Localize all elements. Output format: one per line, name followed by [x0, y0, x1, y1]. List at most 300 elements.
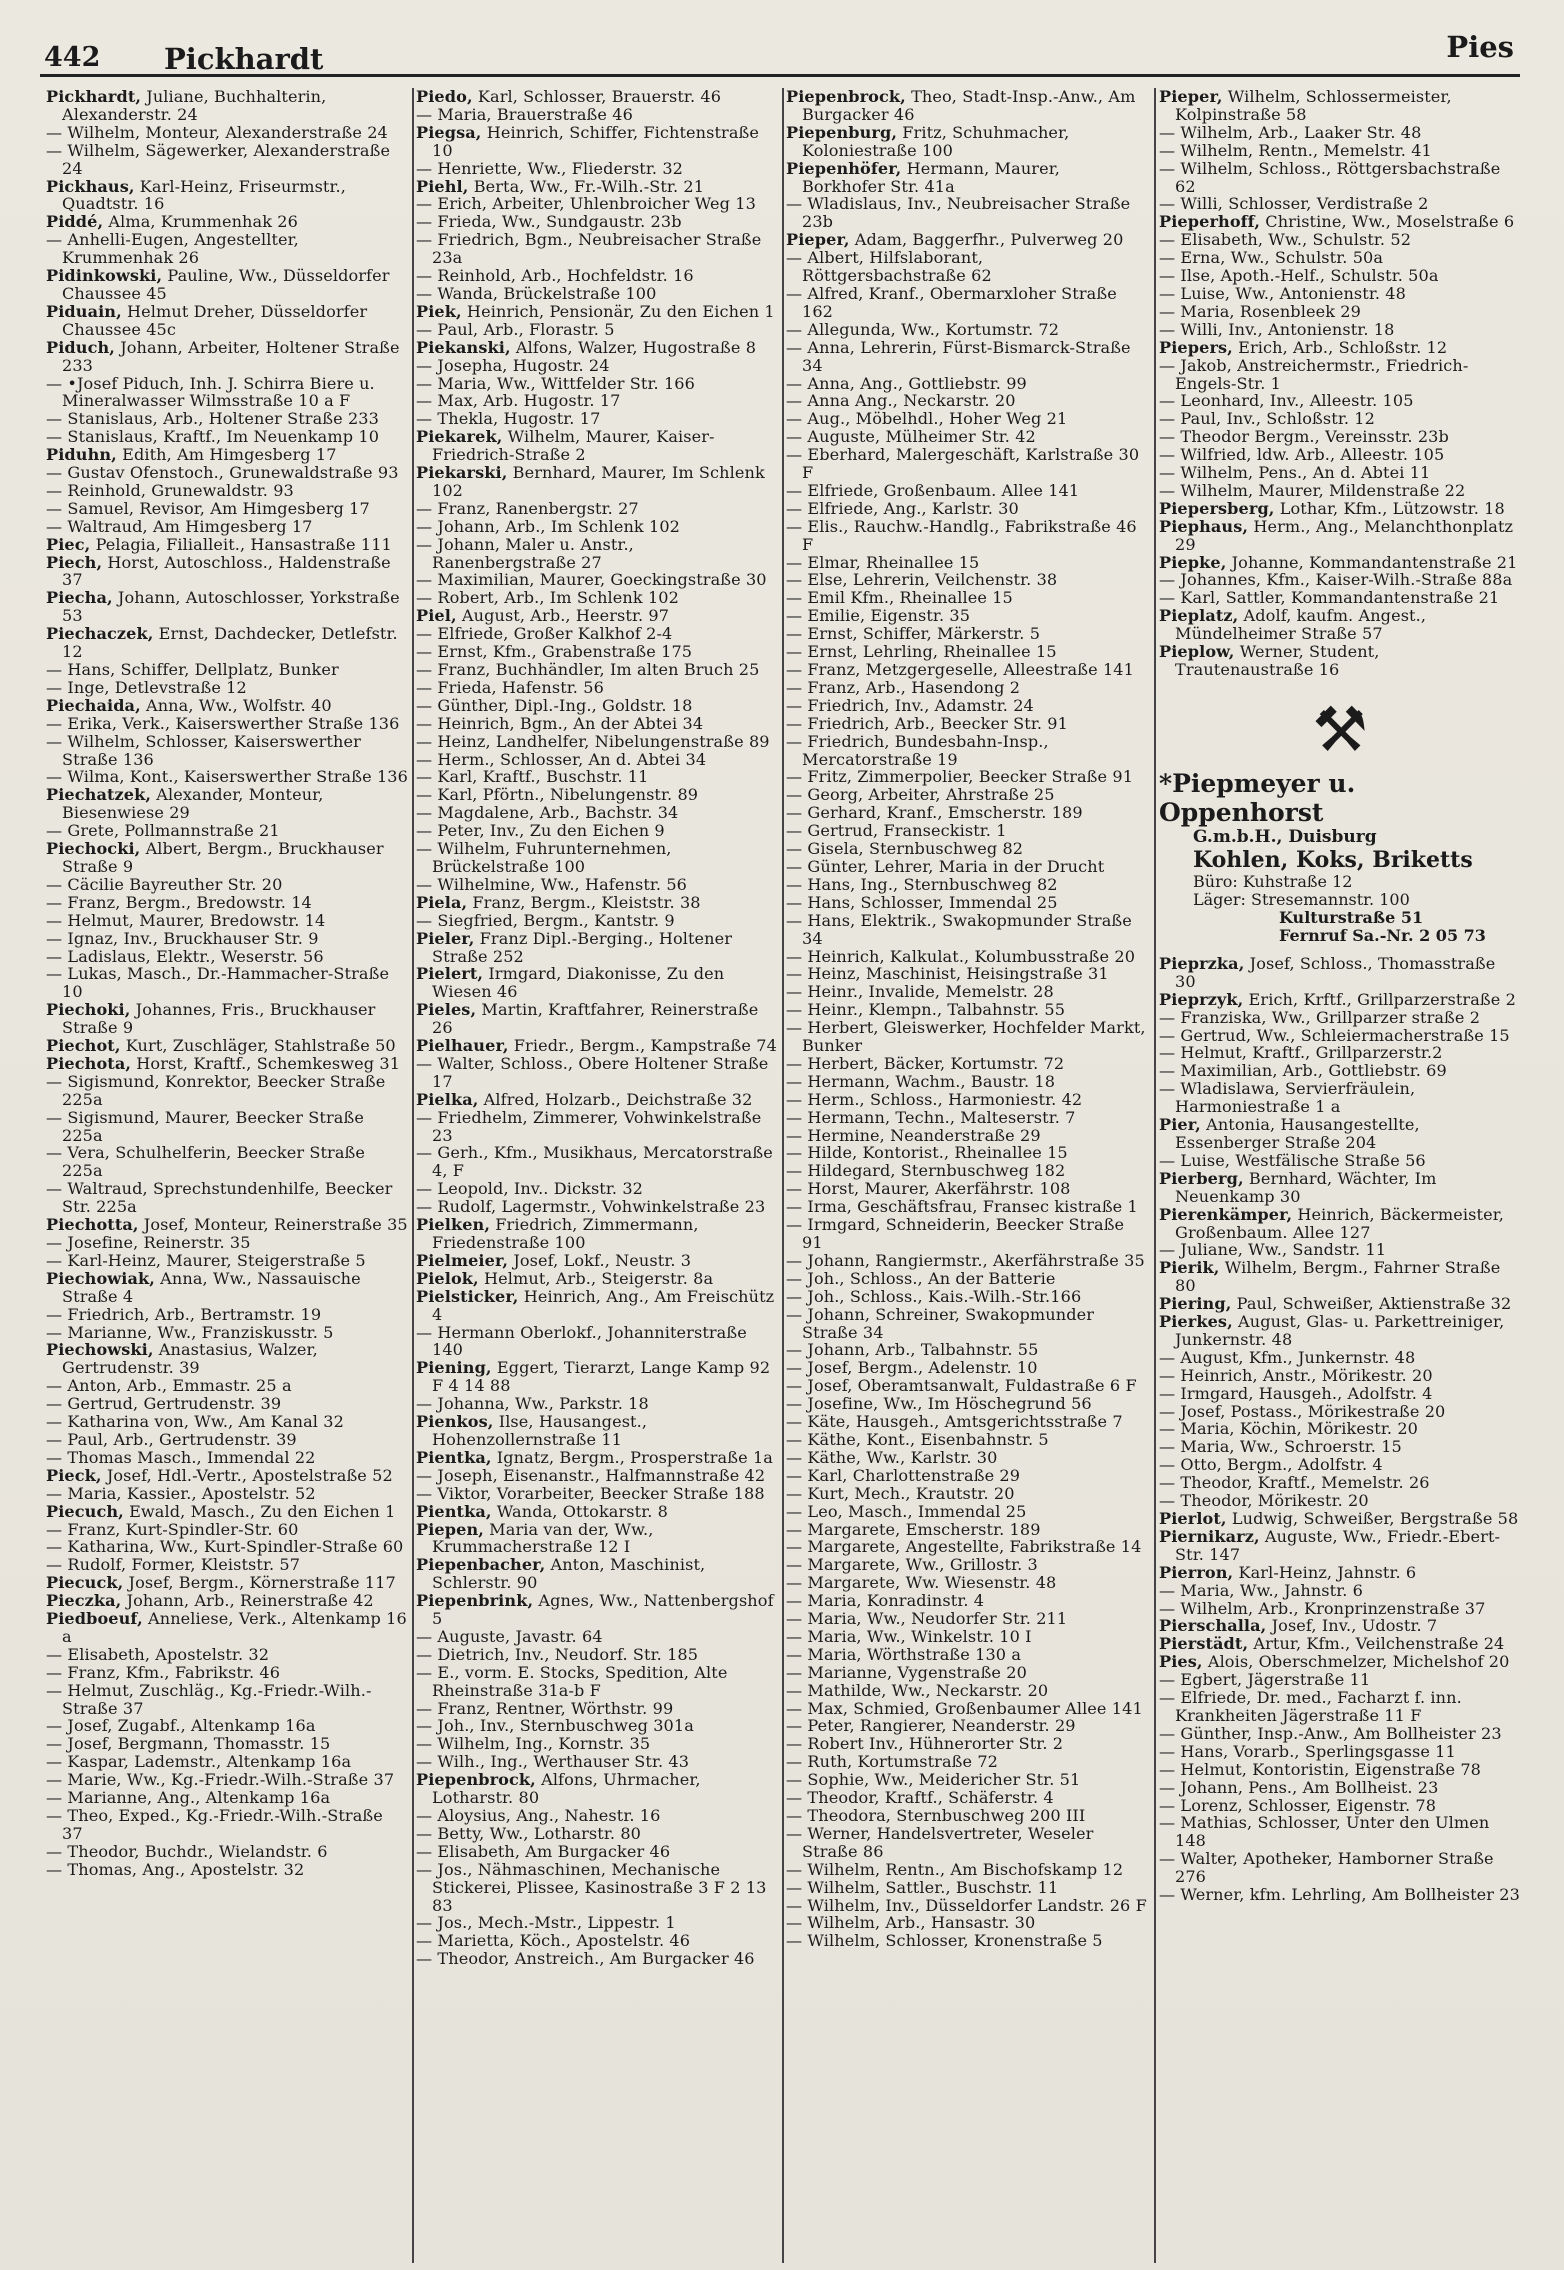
header-last-name: Pies	[1446, 30, 1514, 64]
entry-surname: Piernikarz,	[1159, 1526, 1260, 1546]
directory-entry	[1159, 955, 1521, 991]
entry-details: — Ernst, Kfm., Grabenstraße 175	[416, 642, 693, 662]
entry-details: — Marianne, Ang., Altenkamp 16a	[46, 1788, 331, 1808]
entry-surname: Pientka,	[416, 1501, 492, 1521]
entry-surname: Piering,	[1159, 1294, 1232, 1314]
directory-entry	[786, 589, 1148, 607]
directory-entry	[416, 733, 778, 751]
entry-details: — Hermann Oberlokf., Johanniterstraße 140	[416, 1322, 747, 1360]
entry-details: — Heinr., Klempn., Talbahnstr. 55	[786, 1000, 1066, 1020]
entry-details: — Werner, kfm. Lehrling, Am Bollheister 23	[1159, 1885, 1520, 1905]
entry-surname: Pierkes,	[1159, 1312, 1233, 1332]
entry-details: — Margarete, Ww. Wiesenstr. 48	[786, 1573, 1057, 1593]
directory-entry	[786, 88, 1148, 124]
entry-details: — Wilhelm, Arb., Hansastr. 30	[786, 1913, 1036, 1933]
directory-entry	[416, 894, 778, 912]
entry-details: Josef, Lokf., Neustr. 3	[508, 1250, 692, 1270]
directory-entry	[46, 1431, 408, 1449]
directory-entry	[46, 1485, 408, 1503]
directory-entry	[786, 1270, 1148, 1288]
entry-surname: Pierron,	[1159, 1562, 1234, 1582]
entry-details: — Josef, Oberamtsanwalt, Fuldastraße 6 F	[786, 1376, 1137, 1396]
directory-entry	[416, 1700, 778, 1718]
entry-details: Franz, Bergm., Kleiststr. 38	[467, 892, 701, 912]
entry-details: — Friedhelm, Zimmerer, Vohwinkelstraße 23	[416, 1107, 762, 1145]
directory-entry	[786, 339, 1148, 375]
directory-entry	[46, 1503, 408, 1521]
entry-details: — Peter, Rangierer, Neanderstr. 29	[786, 1716, 1076, 1736]
entry-details: — Hans, Vorarb., Sperlingsgasse 11	[1159, 1741, 1456, 1761]
directory-entry	[1159, 554, 1521, 572]
directory-entry	[46, 1377, 408, 1395]
entry-details: Albert, Bergm., Bruckhauser Straße 9	[62, 839, 384, 876]
directory-entry	[786, 1377, 1148, 1395]
entry-details: — Wilhelm, Arb., Kronprinzenstraße 37	[1159, 1598, 1486, 1618]
directory-entry	[1159, 1761, 1521, 1779]
entry-details: — Alfred, Kranf., Obermarxloher Straße 162	[786, 283, 1117, 321]
entry-details: — Robert, Arb., Im Schlenk 102	[416, 588, 679, 608]
directory-entry	[416, 1628, 778, 1646]
entry-details: — Hermine, Neanderstraße 29	[786, 1125, 1041, 1145]
entry-details: — Waltraud, Am Himgesberg 17	[46, 516, 313, 536]
entry-details: — Gustav Ofenstoch., Grunewaldstraße 93	[46, 463, 399, 483]
directory-entry	[786, 1861, 1148, 1879]
directory-entry	[46, 1270, 408, 1306]
directory-entry	[46, 482, 408, 500]
entry-details: — Franz, Rentner, Wörthstr. 99	[416, 1698, 674, 1718]
directory-entry	[786, 482, 1148, 500]
directory-entry	[46, 1306, 408, 1324]
entry-details: — Lorenz, Schlosser, Eigenstr. 78	[1159, 1795, 1437, 1815]
directory-entry	[46, 840, 408, 876]
entry-details: — Rudolf, Former, Kleiststr. 57	[46, 1555, 301, 1575]
column-4	[1159, 88, 1521, 2258]
entry-surname: Pierlot,	[1159, 1509, 1227, 1528]
entry-details: — Hildegard, Sternbuschweg 182	[786, 1161, 1066, 1181]
directory-entry	[786, 1700, 1148, 1718]
entry-details: — Maximilian, Arb., Gottliebstr. 69	[1159, 1061, 1447, 1081]
directory-entry	[416, 1932, 778, 1950]
entry-details: Wilhelm, Bergm., Fahrner Straße 80	[1175, 1258, 1501, 1296]
entry-surname: Piechota,	[46, 1053, 132, 1073]
entry-details: Johann, Autoschlosser, Yorkstraße 53	[62, 588, 400, 626]
entry-surname: Piekarek,	[416, 427, 503, 447]
directory-entry	[1159, 1170, 1521, 1206]
entry-details: — Käte, Hausgeh., Amtsgerichtsstraße 7	[786, 1412, 1123, 1432]
directory-entry	[1159, 446, 1521, 464]
entry-details: — Herm., Schloss., Harmoniestr. 42	[786, 1089, 1083, 1109]
directory-entry	[416, 88, 778, 106]
directory-entry	[786, 1413, 1148, 1431]
entry-details: — Fritz, Zimmerpolier, Beecker Straße 91	[786, 767, 1134, 787]
entry-surname: Pierik,	[1159, 1258, 1220, 1278]
directory-entry	[46, 589, 408, 625]
entry-details: — Johann, Arb., Talbahnstr. 55	[786, 1340, 1039, 1360]
entry-details: — Ruth, Kortumstraße 72	[786, 1752, 999, 1772]
directory-entry	[1159, 1671, 1521, 1689]
directory-entry	[416, 840, 778, 876]
directory-entry	[1159, 1492, 1521, 1510]
entry-details: — Wilhelm, Inv., Düsseldorfer Landstr. 26 F	[786, 1895, 1147, 1915]
entry-details: Irmgard, Diakonisse, Zu den Wiesen 46	[432, 964, 725, 1002]
directory-entry	[1159, 571, 1521, 589]
directory-entry	[786, 160, 1148, 196]
entry-details: — Marietta, Köch., Apostelstr. 46	[416, 1931, 691, 1951]
entry-details: — Josef, Postass., Mörikestraße 20	[1159, 1401, 1446, 1421]
entry-details: — Stanislaus, Arb., Holtener Straße 233	[46, 409, 379, 429]
ad-legal-form: G.m.b.H., Duisburg	[1193, 826, 1377, 847]
entry-details: — Helmut, Kraftf., Grillparzerstr.2	[1159, 1043, 1443, 1063]
directory-entry	[416, 1449, 778, 1467]
entry-details: Ilse, Hausangest., Hohenzollernstraße 11	[432, 1412, 648, 1449]
entry-details: — Emilie, Eigenstr. 35	[786, 606, 971, 626]
entry-details: Helmut, Arb., Steigerstr. 8a	[478, 1268, 714, 1288]
entry-details: — Gertrud, Franseckistr. 1	[786, 821, 1007, 841]
directory-entry	[1159, 267, 1521, 285]
directory-entry	[416, 1771, 778, 1807]
entry-details: — Elisabeth, Am Burgacker 46	[416, 1841, 671, 1861]
entry-details: Maria van der, Ww., Krummacherstraße 12 I	[432, 1519, 654, 1557]
ad-yards-2: Kulturstraße 51	[1279, 907, 1424, 927]
entry-details: — Wilhelm, Maurer, Mildenstraße 22	[1159, 480, 1466, 500]
column-1	[46, 88, 408, 2258]
directory-entry	[1159, 1564, 1521, 1582]
entry-details: Anastasius, Walzer, Gertrudenstr. 39	[62, 1340, 318, 1378]
directory-entry	[786, 1019, 1148, 1055]
entry-details: — Hans, Elektrik., Swakopmunder Straße 34	[786, 910, 1132, 948]
directory-entry	[786, 965, 1148, 983]
directory-entry	[416, 1521, 778, 1557]
directory-entry	[416, 1270, 778, 1288]
entry-details: Eggert, Tierarzt, Lange Kamp 92 F 4 14 88	[432, 1358, 771, 1396]
entry-surname: Piecuck,	[46, 1573, 124, 1593]
directory-entry	[786, 715, 1148, 733]
directory-entry	[46, 912, 408, 930]
entry-details: — Maria, Konradinstr. 4	[786, 1591, 985, 1611]
entry-details: — Eberhard, Malergeschäft, Karlstraße 30 F	[786, 445, 1140, 483]
entry-details: — Franz, Arb., Hasendong 2	[786, 677, 1021, 697]
directory-entry	[1159, 1743, 1521, 1761]
directory-entry	[786, 1932, 1148, 1950]
directory-entry	[46, 1144, 408, 1180]
directory-entry	[416, 965, 778, 1001]
entry-details: — Elfriede, Großenbaum. Allee 141	[786, 480, 1080, 500]
directory-entry	[1159, 1385, 1521, 1403]
entry-details: Juliane, Buchhalterin, Alexanderstr. 24	[62, 88, 327, 124]
entry-surname: Pientka,	[416, 1447, 492, 1467]
directory-entry	[1159, 1725, 1521, 1743]
entry-details: Werner, Student, Trautenaustraße 16	[1175, 642, 1380, 679]
entry-details: — Wilma, Kont., Kaiserswerther Straße 136	[46, 767, 408, 787]
entry-details: — Franz, Kfm., Fabrikstr. 46	[46, 1662, 281, 1682]
entry-details: Horst, Autoschloss., Haldenstraße 37	[62, 552, 391, 590]
directory-entry	[786, 1359, 1148, 1377]
entry-surname: Piekanski,	[416, 337, 511, 357]
entry-details: Friedr., Bergm., Kampstraße 74	[508, 1036, 777, 1056]
directory-entry	[416, 1914, 778, 1932]
directory-entry	[416, 804, 778, 822]
entry-details: — Friedrich, Arb., Beecker Str. 91	[786, 713, 1068, 733]
entry-details: — Käthe, Ww., Karlstr. 30	[786, 1447, 998, 1467]
entry-details: — August, Kfm., Junkernstr. 48	[1159, 1347, 1416, 1367]
entry-details: Wilhelm, Schlossermeister, Kolpinstraße 58	[1175, 88, 1452, 124]
entry-details: — Heinrich, Kalkulat., Kolumbusstraße 20	[786, 946, 1136, 966]
entry-surname: Pielhauer,	[416, 1036, 509, 1056]
entry-details: Erich, Krftf., Grillparzerstraße 2	[1243, 989, 1516, 1009]
entry-details: — Anna Ang., Neckarstr. 20	[786, 391, 1016, 411]
directory-entry	[1159, 1438, 1521, 1456]
directory-entry	[416, 1413, 778, 1449]
entry-details: — Hermann, Techn., Malteserstr. 7	[786, 1107, 1076, 1127]
entry-details: — Johann, Schreiner, Swakopmunder Straße 34	[786, 1304, 1095, 1342]
entry-details: — Aug., Möbelhdl., Hoher Weg 21	[786, 409, 1068, 429]
directory-entry	[1159, 124, 1521, 142]
directory-entry	[1159, 643, 1521, 679]
directory-entry	[416, 1109, 778, 1145]
entry-details: — Hans, Schiffer, Dellplatz, Bunker	[46, 660, 339, 679]
entry-details: — Johanna, Ww., Parkstr. 18	[416, 1394, 649, 1414]
entry-details: Alfons, Uhrmacher, Lotharstr. 80	[432, 1770, 701, 1808]
entry-details: — Franz, Kurt-Spindler-Str. 60	[46, 1519, 299, 1539]
entry-surname: Piela,	[416, 892, 468, 912]
entry-details: — Gerhard, Kranf., Emscherstr. 189	[786, 803, 1083, 823]
entry-details: — Cäcilie Bayreuther Str. 20	[46, 874, 283, 894]
entry-surname: Pidinkowski,	[46, 266, 163, 286]
directory-entry	[416, 1216, 778, 1252]
entry-details: Friedrich, Zimmermann, Friedenstraße 100	[432, 1215, 699, 1252]
directory-entry	[46, 1646, 408, 1664]
directory-entry	[416, 339, 778, 357]
entry-details: — Luise, Ww., Antonienstr. 48	[1159, 283, 1406, 303]
directory-entry	[416, 500, 778, 518]
entry-details: — Mathias, Schlosser, Unter den Ulmen 148	[1159, 1813, 1490, 1851]
entry-details: August, Glas- u. Parkettreiniger, Junkernstr. 48	[1175, 1312, 1505, 1349]
entry-details: — Thekla, Hugostr. 17	[416, 409, 601, 429]
entry-details: Johann, Arbeiter, Holtener Straße 233	[62, 337, 400, 375]
directory-entry	[46, 965, 408, 1001]
entry-details: — Anna, Ang., Gottliebstr. 99	[786, 373, 1027, 393]
entry-details: Martin, Kraftfahrer, Reinerstraße 26	[432, 1000, 759, 1038]
directory-entry	[46, 1055, 408, 1073]
directory-entry	[46, 410, 408, 428]
entry-surname: Pielsticker,	[416, 1286, 519, 1306]
entry-surname: Pieczka,	[46, 1591, 122, 1611]
entry-details: — Josef, Bergmann, Thomasstr. 15	[46, 1734, 331, 1754]
directory-entry	[786, 1001, 1148, 1019]
directory-entry	[786, 428, 1148, 446]
entry-details: — Jos., Nähmaschinen, Mechanische Stickerei, Plissee, Kasinostraße 3 F 2 13 83	[416, 1859, 767, 1915]
directory-entry	[786, 1914, 1148, 1932]
entry-details: — Emil Kfm., Rheinallee 15	[786, 588, 1013, 608]
directory-entry	[46, 267, 408, 303]
directory-entry	[786, 518, 1148, 554]
entry-details: — Wilfried, ldw. Arb., Alleestr. 105	[1159, 445, 1445, 465]
entry-surname: Piedo,	[416, 88, 473, 106]
directory-entry	[416, 571, 778, 589]
entry-details: — Theodor, Buchdr., Wielandstr. 6	[46, 1841, 328, 1861]
entry-details: Pauline, Ww., Düsseldorfer Chaussee 45	[62, 266, 390, 303]
directory-entry	[416, 1324, 778, 1360]
entry-details: — Irmgard, Schneiderin, Beecker Straße 91	[786, 1215, 1125, 1252]
entry-surname: Piecha,	[46, 588, 113, 608]
entry-details: Franz Dipl.-Berging., Holtener Straße 252	[432, 928, 733, 966]
directory-entry	[46, 1574, 408, 1592]
entry-details: — Helmut, Kontoristin, Eigenstraße 78	[1159, 1759, 1482, 1779]
directory-entry	[46, 1682, 408, 1718]
directory-entry	[786, 1771, 1148, 1789]
directory-entry	[416, 697, 778, 715]
directory-entry	[416, 178, 778, 196]
entry-details: — Margarete, Angestellte, Fabrikstraße 14	[786, 1537, 1142, 1557]
directory-entry	[416, 1467, 778, 1485]
directory-entry	[786, 124, 1148, 160]
directory-entry	[786, 894, 1148, 912]
directory-entry	[1159, 1582, 1521, 1600]
directory-entry	[786, 1610, 1148, 1628]
entry-surname: Piechaida,	[46, 695, 141, 715]
entry-details: Anton, Maschinist, Schlerstr. 90	[432, 1555, 706, 1593]
directory-entry	[416, 518, 778, 536]
directory-entry	[786, 912, 1148, 948]
directory-entry	[1159, 1420, 1521, 1438]
directory-entry	[416, 1001, 778, 1037]
entry-surname: Piechot,	[46, 1036, 121, 1056]
entry-details: Wanda, Ottokarstr. 8	[491, 1501, 669, 1521]
entry-details: — Josef, Bergm., Adelenstr. 10	[786, 1358, 1038, 1378]
directory-entry	[416, 1807, 778, 1825]
entry-details: — Wilhelm, Schlosser, Kaiserswerther Straße 136	[46, 731, 361, 769]
entry-details: — Franz, Ranenbergstr. 27	[416, 498, 639, 518]
directory-entry	[416, 930, 778, 966]
entry-details: — Vera, Schulhelferin, Beecker Straße 225a	[46, 1143, 365, 1181]
entry-details: Karl, Schlosser, Brauerstr. 46	[472, 88, 722, 106]
directory-entry	[786, 1592, 1148, 1610]
directory-entry	[1159, 321, 1521, 339]
entry-details: — Gertrud, Ww., Schleiermacherstraße 15	[1159, 1025, 1510, 1045]
entry-details: — Willi, Inv., Antonienstr. 18	[1159, 319, 1395, 339]
entry-details: — Reinhold, Grunewaldstr. 93	[46, 480, 294, 500]
entry-details: Antonia, Hausangestellte, Essenberger Straße 204	[1175, 1115, 1420, 1152]
entry-details: — Hans, Ing., Sternbuschweg 82	[786, 874, 1058, 894]
entry-surname: Pielken,	[416, 1215, 491, 1235]
directory-entry	[416, 625, 778, 643]
directory-entry	[1159, 1152, 1521, 1170]
entry-surname: Piechatzek,	[46, 785, 152, 805]
entry-details: Heinrich, Ang., Am Freischütz 4	[432, 1286, 775, 1324]
entry-details: — Theodor, Mörikestr. 20	[1159, 1491, 1369, 1511]
entry-details: — Wilhelm, Rentn., Am Bischofskamp 12	[786, 1859, 1124, 1879]
directory-entry	[786, 571, 1148, 589]
entry-details: Theo, Stadt-Insp.-Anw., Am Burgacker 46	[802, 88, 1136, 124]
directory-entry	[1159, 1062, 1521, 1080]
directory-entry	[416, 876, 778, 894]
entry-details: — Elfriede, Großer Kalkhof 2-4	[416, 624, 673, 644]
entry-details: — Margarete, Ww., Grillostr. 3	[786, 1555, 1038, 1575]
entry-details: — Stanislaus, Kraftf., Im Neuenkamp 10	[46, 427, 380, 447]
entry-details: — Heinrich, Anstr., Mörikestr. 20	[1159, 1365, 1433, 1385]
directory-entry	[46, 1001, 408, 1037]
directory-entry	[46, 500, 408, 518]
entry-details: Horst, Kraftf., Schemkesweg 31	[131, 1053, 401, 1073]
entry-details: — Wilhelm, Sägewerker, Alexanderstraße 24	[46, 140, 391, 178]
entry-surname: Piepenhöfer,	[786, 158, 902, 178]
entry-details: — Sigismund, Maurer, Beecker Straße 225a	[46, 1107, 364, 1145]
entry-details: — Joseph, Eisenanstr., Halfmannstraße 42	[416, 1465, 766, 1485]
entry-details: — Kurt, Mech., Krautstr. 20	[786, 1483, 1015, 1503]
directory-entry	[1159, 1116, 1521, 1152]
entry-details: — Egbert, Jägerstraße 11	[1159, 1670, 1371, 1690]
entry-details: — Maria, Ww., Schroerstr. 15	[1159, 1437, 1402, 1457]
crossed-hammers-icon: ⚒	[1312, 692, 1368, 766]
directory-entry	[416, 1485, 778, 1503]
entry-details: — Luise, Westfälische Straße 56	[1159, 1150, 1426, 1170]
directory-entry	[416, 195, 778, 213]
entry-details: — Lukas, Masch., Dr.-Hammacher-Straße 10	[46, 964, 390, 1002]
directory-entry	[46, 930, 408, 948]
entry-details: Edith, Am Himgesberg 17	[116, 445, 337, 465]
entry-details: — Wilh., Ing., Werthauser Str. 43	[416, 1752, 690, 1772]
entry-details: Bernhard, Maurer, Im Schlenk 102	[432, 463, 765, 500]
entry-details: — Erika, Verk., Kaiserswerther Straße 136	[46, 713, 400, 733]
page-header	[44, 30, 1514, 76]
entry-surname: Piechocki,	[46, 839, 141, 859]
directory-entry	[786, 679, 1148, 697]
directory-entry	[1159, 410, 1521, 428]
entry-surname: Piepenbrink,	[416, 1591, 534, 1611]
directory-entry	[786, 249, 1148, 285]
directory-entry	[786, 840, 1148, 858]
directory-entry	[416, 285, 778, 303]
directory-entry	[1159, 1259, 1521, 1295]
entry-details: — Paul, Inv., Schloßstr. 12	[1159, 409, 1375, 429]
entry-surname: Piehl,	[416, 176, 469, 196]
directory-entry	[786, 768, 1148, 786]
entry-surname: Pieper,	[786, 230, 850, 250]
column-divider	[1154, 88, 1156, 2263]
entry-surname: Pierstädt,	[1159, 1634, 1249, 1654]
directory-entry	[46, 142, 408, 178]
directory-entry	[46, 661, 408, 679]
entry-details: — Joh., Inv., Sternbuschweg 301a	[416, 1716, 694, 1736]
entry-details: — Leonhard, Inv., Alleestr. 105	[1159, 391, 1414, 411]
entry-details: Artur, Kfm., Veilchenstraße 24	[1248, 1634, 1505, 1654]
directory-entry	[416, 1592, 778, 1628]
entry-details: — Peter, Inv., Zu den Eichen 9	[416, 821, 665, 841]
directory-entry	[46, 1735, 408, 1753]
entry-surname: Piechaczek,	[46, 624, 154, 644]
entry-details: — Anhelli-Eugen, Angestellter, Krummenhak 26	[46, 230, 299, 268]
directory-entry	[1159, 991, 1521, 1009]
entry-surname: Piduain,	[46, 301, 122, 321]
entry-details: Agnes, Ww., Nattenbergshof 5	[432, 1591, 774, 1629]
directory-entry	[1159, 1349, 1521, 1367]
directory-entry	[786, 1538, 1148, 1556]
entry-details: — Franz, Bergm., Bredowstr. 14	[46, 892, 312, 912]
entry-details: Erich, Arb., Schloßstr. 12	[1232, 337, 1448, 357]
entry-details: — Friedrich, Bundesbahn-Insp., Mercatorstraße 19	[786, 731, 1049, 769]
entry-details: — Theodor, Anstreich., Am Burgacker 46	[416, 1949, 755, 1969]
entry-surname: Piecuch,	[46, 1501, 124, 1521]
entry-surname: Piening,	[416, 1358, 492, 1378]
header-rule	[40, 74, 1520, 77]
entry-details: Karl-Heinz, Jahnstr. 6	[1233, 1562, 1417, 1582]
directory-entry	[1159, 428, 1521, 446]
entry-surname: Pienkos,	[416, 1412, 494, 1432]
entry-details: — Johann, Rangiermstr., Akerfährstraße 35	[786, 1250, 1145, 1270]
entry-details: — Walter, Schloss., Obere Holtener Straße 17	[416, 1053, 769, 1091]
directory-entry	[416, 751, 778, 769]
entry-details: Christine, Ww., Moselstraße 6	[1260, 212, 1515, 232]
